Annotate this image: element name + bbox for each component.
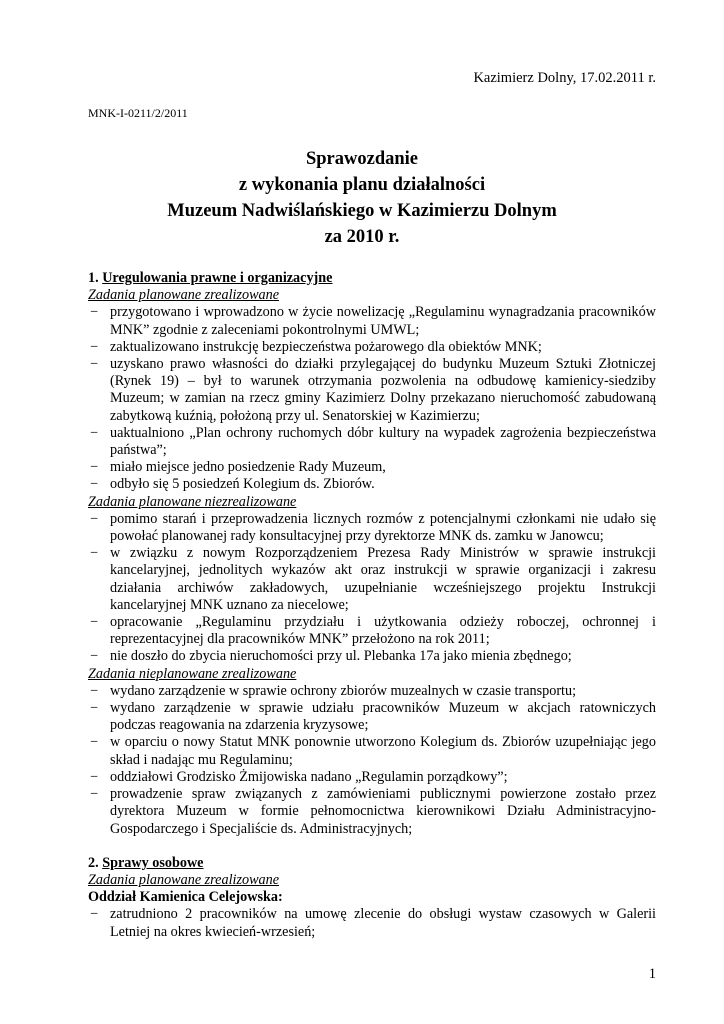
list-item: − oddziałowi Grodzisko Żmijowiska nadano „Regulamin porządkowy”; — [88, 769, 656, 786]
list-item: − opracowanie „Regulaminu przydziału i użytkowania odzieży roboczej, ochronnej i reprezentacyjnej dla pracowników MNK” przełożono na rok 2011; — [88, 614, 656, 648]
document-date: Kazimierz Dolny, 17.02.2011 r. — [473, 70, 656, 86]
section-1-heading — [88, 270, 656, 287]
list-item: − zaktualizowano instrukcję bezpieczeństwa pożarowego dla obiektów MNK; — [88, 339, 656, 356]
section-1-realized-list — [88, 304, 656, 493]
title-line-4: za 2010 r. — [324, 227, 400, 247]
list-item: − prowadzenie spraw związanych z zamówieniami publicznymi powierzone zostało przez dyrektora Muzeum w formie pełnomocnictwa kierownikowi Działu Administracyjno-Gospodarczego i Specjaliście ds. Administracyjnych; — [88, 786, 656, 838]
section-1-unrealized-label: Zadania planowane niezrealizowane — [88, 493, 297, 510]
section-2-realized-label: Zadania planowane zrealizowane — [88, 871, 280, 888]
list-item: − przygotowano i wprowadzono w życie nowelizację „Regulaminu wynagradzania pracowników MNK” zgodnie z zaleceniami pokontrolnymi UMWL; — [88, 304, 656, 338]
list-item: − zatrudniono 2 pracowników na umowę zlecenie do obsługi wystaw czasowych w Galerii Letniej na okres kwiecień-wrzesień; — [88, 906, 656, 940]
list-item: − miało miejsce jedno posiedzenie Rady Muzeum, — [88, 459, 656, 476]
section-2-title: Sprawy osobowe — [102, 854, 204, 871]
section-2-list — [88, 906, 656, 940]
list-item: − uaktualniono „Plan ochrony ruchomych dóbr kultury na wypadek zagrożenia bezpieczeństwa państwa”; — [88, 425, 656, 459]
section-1-unplanned-list — [88, 683, 656, 838]
list-item: − w oparciu o nowy Statut MNK ponownie utworzono Kolegium ds. Zbiorów uzupełniając jego skład i nadając mu Regulaminu; — [88, 734, 656, 768]
section-1-realized-label: Zadania planowane zrealizowane — [88, 287, 280, 304]
section-2-heading — [88, 855, 656, 872]
document-body — [88, 270, 656, 941]
page-number: 1 — [648, 966, 656, 982]
list-item: − wydano zarządzenie w sprawie udziału pracowników Muzeum w akcjach ratowniczych podczas reagowania na zdarzenia kryzysowe; — [88, 700, 656, 734]
document-reference: MNK-I-0211/2/2011 — [88, 106, 188, 120]
document-title — [0, 146, 724, 250]
list-item: − uzyskano prawo własności do działki przylegającej do budynku Muzeum Sztuki Złotniczej (Rynek 19) – był to warunek otrzymania pozwolenia na odbudowę kamienicy-siedziby Muzeum; w zamian na rzecz gminy Kazimierz Dolny przekazano nieruchomość zabudowaną zabytkową kuźnią, położoną przy ul. Senatorskiej w Kazimierzu; — [88, 356, 656, 425]
list-item: − pomimo starań i przeprowadzenia licznych rozmów z potencjalnymi członkami nie udało się powołać planowanej rady konsultacyjnej przy dyrektorze MNK ds. zamku w Janowcu; — [88, 511, 656, 545]
title-line-3: Muzeum Nadwiślańskiego w Kazimierzu Dolnym — [167, 201, 557, 221]
title-line-2: z wykonania planu działalności — [238, 175, 486, 195]
section-2-number: 2. — [88, 854, 99, 871]
section-1-number: 1. — [88, 270, 99, 286]
section-1-title: Uregulowania prawne i organizacyjne — [102, 270, 333, 286]
section-1-unrealized-list — [88, 511, 656, 666]
list-item: − w związku z nowym Rozporządzeniem Prezesa Rady Ministrów w sprawie instrukcji kancelaryjnej, jednolitych wykazów akt oraz instrukcji w sprawie organizacji i zakresu działania archiwów zakładowych, uzupełnianie wcześniejszego projektu Instrukcji kancelaryjnej MNK uznano za niecelowe; — [88, 545, 656, 614]
section-spacer — [88, 838, 656, 855]
section-2-branch: Oddział Kamienica Celejowska: — [88, 889, 283, 906]
list-item: − wydano zarządzenie w sprawie ochrony zbiorów muzealnych w czasie transportu; — [88, 683, 656, 700]
section-1-unplanned-label: Zadania nieplanowane zrealizowane — [88, 665, 297, 682]
list-item: − nie doszło do zbycia nieruchomości przy ul. Plebanka 17a jako mienia zbędnego; — [88, 648, 656, 665]
list-item: − odbyło się 5 posiedzeń Kolegium ds. Zbiorów. — [88, 476, 656, 493]
title-line-1: Sprawozdanie — [305, 149, 419, 169]
